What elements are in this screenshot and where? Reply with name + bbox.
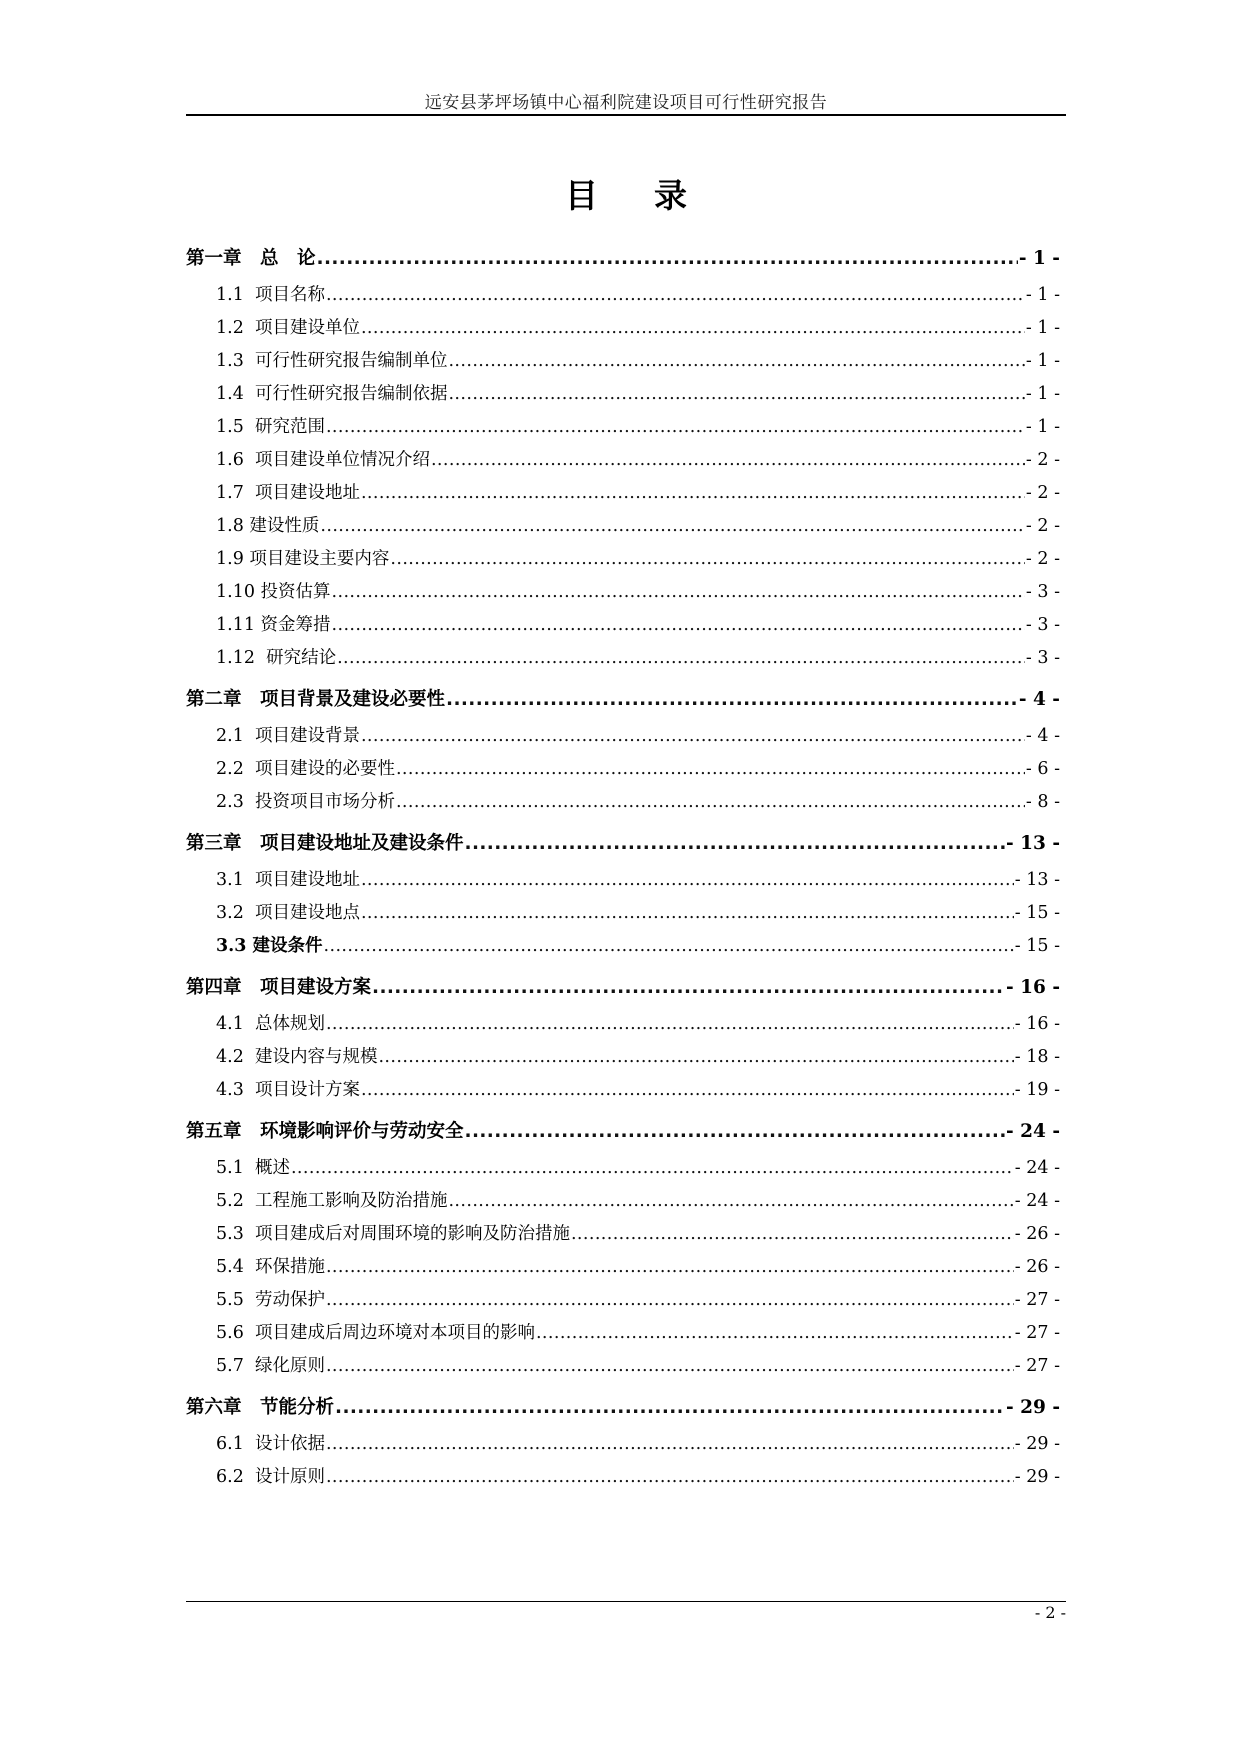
toc-leader-dots: [317, 248, 1018, 269]
toc-leader-dots: [337, 648, 1025, 668]
toc-entry-label: 2.2 项目建设的必要性: [216, 759, 395, 779]
toc-entry-label: 1.1 项目名称: [216, 285, 325, 305]
toc-entry-label: 6.1 设计依据: [216, 1434, 325, 1454]
toc-leader-dots: [335, 1397, 1005, 1418]
toc-leader-dots: [361, 483, 1025, 503]
toc-leader-dots: [326, 1014, 1014, 1034]
toc-entry-page: - 2 -: [1025, 450, 1060, 470]
toc-entry-label: 5.1 概述: [216, 1158, 290, 1178]
toc-leader-dots: [465, 833, 1006, 854]
running-header: 远安县茅坪场镇中心福利院建设项目可行性研究报告: [424, 93, 828, 113]
toc-leader-dots: [396, 759, 1025, 779]
toc-entry-page: - 1 -: [1025, 384, 1060, 404]
toc-entry-page: - 19 -: [1014, 1080, 1060, 1100]
toc-section-entry[interactable]: [186, 1286, 1060, 1319]
toc-section-entry[interactable]: [186, 611, 1060, 644]
toc-leader-dots: [396, 792, 1025, 812]
toc-leader-dots: [326, 1290, 1014, 1310]
toc-entry-page: - 2 -: [1025, 483, 1060, 503]
toc-leader-dots: [378, 1047, 1013, 1067]
toc-chapter-entry[interactable]: [186, 1117, 1060, 1150]
toc-leader-dots: [361, 726, 1025, 746]
toc-leader-dots: [326, 1434, 1014, 1454]
toc-entry-label: 5.4 环保措施: [216, 1257, 325, 1277]
toc-entry-page: - 4 -: [1025, 726, 1060, 746]
toc-entry-page: - 16 -: [1014, 1014, 1060, 1034]
toc-entry-label: 2.1 项目建设背景: [216, 726, 360, 746]
toc-section-entry[interactable]: [186, 1220, 1060, 1253]
toc-entry-label: 1.2 项目建设单位: [216, 318, 360, 338]
toc-section-entry[interactable]: [186, 314, 1060, 347]
toc-entry-label: 1.12 研究结论: [216, 648, 337, 668]
toc-leader-dots: [291, 1158, 1014, 1178]
toc-entry-label: 4.1 总体规划: [216, 1014, 325, 1034]
toc-section-entry[interactable]: [186, 644, 1060, 677]
header-rule: [186, 114, 1066, 116]
toc-entry-page: - 27 -: [1014, 1323, 1060, 1343]
toc-leader-dots: [446, 689, 1018, 710]
toc-entry-label: 第六章 节能分析: [186, 1397, 335, 1418]
toc-leader-dots: [361, 1080, 1014, 1100]
toc-entry-label: 第一章 总 论: [186, 248, 316, 269]
toc-section-entry[interactable]: [186, 281, 1060, 314]
toc-entry-label: 1.6 项目建设单位情况介绍: [216, 450, 430, 470]
toc-entry-label: 1.7 项目建设地址: [216, 483, 360, 503]
toc-entry-page: - 24 -: [1006, 1121, 1060, 1142]
toc-entry-page: - 13 -: [1014, 870, 1060, 890]
toc-leader-dots: [448, 1191, 1013, 1211]
toc-leader-dots: [361, 318, 1025, 338]
toc-leader-dots: [326, 1257, 1014, 1277]
toc-entry-label: 第二章 项目背景及建设必要性: [186, 689, 446, 710]
toc-leader-dots: [326, 1467, 1014, 1487]
toc-entry-page: - 18 -: [1014, 1047, 1060, 1067]
toc-section-entry[interactable]: [186, 1463, 1060, 1496]
toc-chapter-entry[interactable]: [186, 829, 1060, 862]
toc-entry-label: 5.7 绿化原则: [216, 1356, 325, 1376]
toc-entry-page: - 1 -: [1025, 285, 1060, 305]
toc-entry-label: 3.3 建设条件: [216, 936, 323, 956]
toc-entry-page: - 29 -: [1006, 1397, 1060, 1418]
toc-entry-page: - 29 -: [1014, 1434, 1060, 1454]
toc-entry-page: - 15 -: [1014, 936, 1060, 956]
toc-leader-dots: [448, 384, 1024, 404]
toc-entry-label: 5.3 项目建成后对周围环境的影响及防治措施: [216, 1224, 570, 1244]
toc-entry-label: 5.6 项目建成后周边环境对本项目的影响: [216, 1323, 535, 1343]
toc-section-entry[interactable]: [186, 545, 1060, 578]
toc-entry-page: - 8 -: [1025, 792, 1060, 812]
toc-leader-dots: [326, 1356, 1014, 1376]
toc-entry-label: 3.1 项目建设地址: [216, 870, 360, 890]
toc-entry-label: 5.2 工程施工影响及防治措施: [216, 1191, 448, 1211]
toc-entry-label: 2.3 投资项目市场分析: [216, 792, 395, 812]
toc-section-entry[interactable]: [186, 1154, 1060, 1187]
toc-section-entry[interactable]: [186, 1010, 1060, 1043]
toc-entry-page: - 1 -: [1025, 351, 1060, 371]
toc-entry-label: 第三章 项目建设地址及建设条件: [186, 833, 464, 854]
toc-entry-page: - 1 -: [1025, 417, 1060, 437]
toc-entry-label: 第四章 项目建设方案: [186, 977, 372, 998]
toc-section-entry[interactable]: [186, 866, 1060, 899]
toc-entry-page: - 16 -: [1006, 977, 1060, 998]
toc-entry-page: - 15 -: [1014, 903, 1060, 923]
toc-section-entry[interactable]: [186, 1352, 1060, 1385]
toc-section-entry[interactable]: [186, 722, 1060, 755]
toc-entry-page: - 2 -: [1025, 516, 1060, 536]
toc-section-entry[interactable]: [186, 1430, 1060, 1463]
toc-entry-page: - 26 -: [1014, 1224, 1060, 1244]
toc-entry-label: 4.2 建设内容与规模: [216, 1047, 378, 1067]
toc-entry-label: 3.2 项目建设地点: [216, 903, 360, 923]
toc-leader-dots: [361, 870, 1014, 890]
toc-section-entry[interactable]: [186, 899, 1060, 932]
toc-section-entry[interactable]: [186, 347, 1060, 380]
toc-entry-label: 4.3 项目设计方案: [216, 1080, 360, 1100]
toc-leader-dots: [372, 977, 1005, 998]
toc-leader-dots: [332, 615, 1025, 635]
toc-leader-dots: [448, 351, 1024, 371]
toc-section-entry[interactable]: [186, 1076, 1060, 1109]
toc-entry-page: - 1 -: [1018, 248, 1060, 269]
toc-leader-dots: [324, 936, 1014, 956]
toc-leader-dots: [326, 285, 1025, 305]
toc-section-entry[interactable]: [186, 1253, 1060, 1286]
toc-entry-label: 第五章 环境影响评价与劳动安全: [186, 1121, 464, 1142]
toc-leader-dots: [332, 582, 1025, 602]
toc-leader-dots: [465, 1121, 1006, 1142]
table-of-contents: [186, 244, 1060, 1496]
toc-section-entry[interactable]: [186, 1043, 1060, 1076]
toc-entry-label: 1.9 项目建设主要内容: [216, 549, 390, 569]
toc-entry-label: 1.5 研究范围: [216, 417, 325, 437]
toc-section-entry[interactable]: [186, 512, 1060, 545]
toc-chapter-entry[interactable]: [186, 973, 1060, 1006]
toc-section-entry[interactable]: [186, 1187, 1060, 1220]
toc-entry-page: - 3 -: [1025, 648, 1060, 668]
toc-chapter-entry[interactable]: [186, 685, 1060, 718]
toc-leader-dots: [320, 516, 1025, 536]
toc-leader-dots: [571, 1224, 1014, 1244]
footer-rule: [186, 1601, 1066, 1602]
toc-section-entry[interactable]: [186, 932, 1060, 965]
toc-leader-dots: [536, 1323, 1014, 1343]
toc-entry-label: 1.10 投资估算: [216, 582, 331, 602]
toc-entry-page: - 24 -: [1014, 1158, 1060, 1178]
toc-section-entry[interactable]: [186, 578, 1060, 611]
toc-entry-page: - 6 -: [1025, 759, 1060, 779]
toc-leader-dots: [390, 549, 1025, 569]
toc-leader-dots: [361, 903, 1014, 923]
toc-entry-page: - 2 -: [1025, 549, 1060, 569]
toc-entry-page: - 27 -: [1014, 1356, 1060, 1376]
toc-section-entry[interactable]: [186, 446, 1060, 479]
toc-leader-dots: [431, 450, 1025, 470]
toc-section-entry[interactable]: [186, 380, 1060, 413]
toc-entry-page: - 4 -: [1018, 689, 1060, 710]
toc-entry-label: 1.3 可行性研究报告编制单位: [216, 351, 448, 371]
toc-entry-label: 1.8 建设性质: [216, 516, 320, 536]
toc-section-entry[interactable]: [186, 1319, 1060, 1352]
toc-section-entry[interactable]: [186, 755, 1060, 788]
toc-entry-label: 1.11 资金筹措: [216, 615, 331, 635]
toc-title: 目录: [565, 176, 743, 215]
toc-entry-page: - 1 -: [1025, 318, 1060, 338]
toc-entry-page: - 13 -: [1006, 833, 1060, 854]
toc-entry-label: 5.5 劳动保护: [216, 1290, 325, 1310]
toc-entry-page: - 27 -: [1014, 1290, 1060, 1310]
toc-section-entry[interactable]: [186, 479, 1060, 512]
toc-section-entry[interactable]: [186, 413, 1060, 446]
toc-entry-page: - 29 -: [1014, 1467, 1060, 1487]
page-number: - 2 -: [1034, 1603, 1066, 1622]
toc-entry-page: - 3 -: [1025, 615, 1060, 635]
toc-section-entry[interactable]: [186, 788, 1060, 821]
toc-chapter-entry[interactable]: [186, 244, 1060, 277]
toc-entry-page: - 24 -: [1014, 1191, 1060, 1211]
toc-entry-page: - 26 -: [1014, 1257, 1060, 1277]
toc-leader-dots: [326, 417, 1025, 437]
toc-chapter-entry[interactable]: [186, 1393, 1060, 1426]
toc-entry-label: 6.2 设计原则: [216, 1467, 325, 1487]
toc-entry-page: - 3 -: [1025, 582, 1060, 602]
toc-entry-label: 1.4 可行性研究报告编制依据: [216, 384, 448, 404]
